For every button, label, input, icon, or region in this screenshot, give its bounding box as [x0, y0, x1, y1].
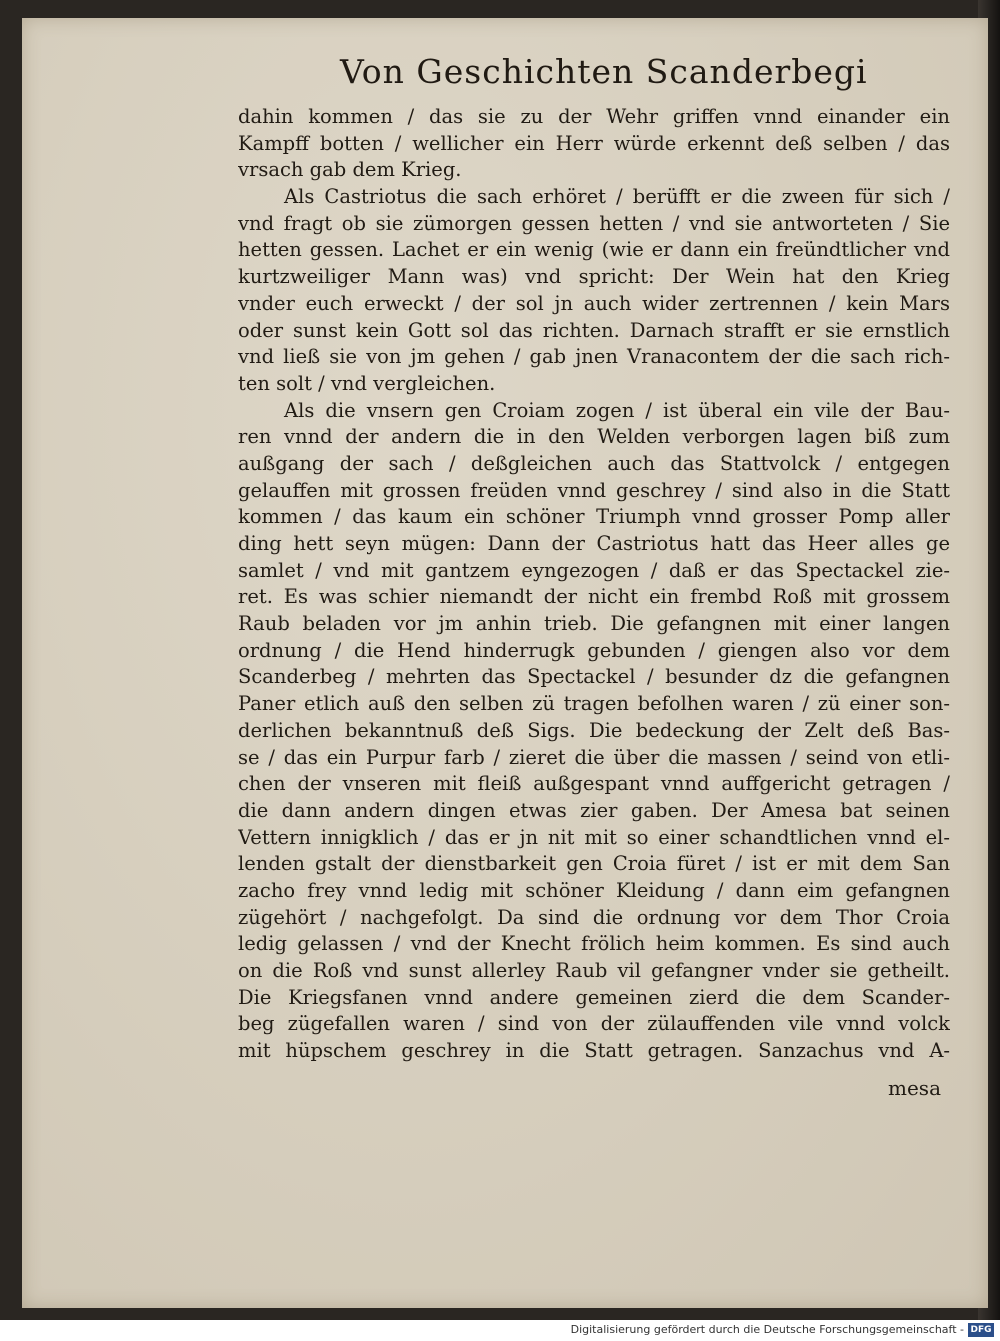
text-line: Als Castriotus die sach erhöret / berüfft er die zween für sich /	[284, 185, 950, 209]
text-line: ten solt / vnd vergleichen.	[238, 371, 496, 395]
text-line: zacho frey vnnd ledig mit schöner Kleidung / dann eim gefangnen	[238, 878, 950, 902]
text-line: ledig gelassen / vnd der Knecht frölich heim kommen. Es sind auch	[238, 932, 950, 956]
text-line: ding hett seyn mügen: Dann der Castriotus hatt das Heer alles ge	[238, 532, 950, 555]
footer-credit: Digitalisierung gefördert durch die Deutsche Forschungsgemeinschaft -	[570, 1323, 964, 1336]
text-line: mit hüpschem geschrey in die Statt getragen. Sanzachus vnd A-	[238, 1039, 950, 1063]
text-line: vnd fragt ob sie zümorgen gessen hetten / vnd sie antworteten / Sie	[238, 211, 950, 235]
text-line: Paner etlich auß den selben zü tragen befolhen waren / zü einer son-	[238, 692, 950, 716]
text-line: dahin kommen / das sie zu der Wehr griffen vnnd einander ein	[238, 105, 950, 128]
footer-bar	[0, 1320, 1000, 1341]
page-heading: Von Geschichten Scanderbegi	[340, 52, 868, 91]
text-line: die dann andern dingen etwas zier gaben. Der Amesa bat seinen	[238, 798, 950, 822]
text-line: hetten gessen. Lachet er ein wenig (wie er dann ein freündtlicher vnd	[238, 238, 950, 262]
text-line: chen der vnseren mit fleiß außgespant vnnd auffgericht getragen /	[238, 772, 950, 796]
text-line: derlichen bekanntnuß deß Sigs. Die bedeckung der Zelt deß Bas-	[238, 718, 950, 742]
text-line: kurtzweiliger Mann was) vnd spricht: Der Wein hat den Krieg	[238, 265, 950, 289]
catchword: mesa	[888, 1076, 941, 1100]
text-line: samlet / vnd mit gantzem eyngezogen / daß er das Spectackel zie-	[238, 558, 950, 582]
text-line: Die Kriegsfanen vnnd andere gemeinen zierd die dem Scander-	[238, 985, 950, 1009]
text-line: Vettern innigklich / das er jn nit mit so einer schandtlichen vnnd el-	[238, 825, 950, 849]
text-line: Kampff botten / wellicher ein Herr würde erkennt deß selben / das	[238, 131, 950, 155]
text-line: kommen / das kaum ein schöner Triumph vnnd grosser Pomp aller	[238, 505, 950, 529]
text-line: se / das ein Purpur farb / zieret die über die massen / seind von etli-	[238, 745, 950, 769]
text-line: Scanderbeg / mehrten das Spectackel / besunder dz die gefangnen	[238, 665, 950, 689]
text-line: beg zügefallen waren / sind von der zülauffenden vile vnnd volck	[238, 1012, 950, 1036]
text-line: vnder euch erweckt / der sol jn auch wider zertrennen / kein Mars	[238, 291, 950, 315]
text-line: vrsach gab dem Krieg.	[238, 158, 462, 182]
text-line: ordnung / die Hend hinderrugk gebunden / giengen also vor dem	[238, 638, 950, 662]
text-line: ren vnnd der andern die in den Welden verborgen lagen biß zum	[238, 425, 950, 449]
text-line: oder sunst kein Gott sol das richten. Darnach strafft er sie ernstlich	[238, 318, 950, 342]
text-line: Als die vnsern gen Croiam zogen / ist überal ein vile der Bau-	[284, 398, 950, 422]
text-line: vnd ließ sie von jm gehen / gab jnen Vranacontem der die sach rich-	[238, 345, 950, 369]
text-line: lenden gstalt der dienstbarkeit gen Croia füret / ist er mit dem San	[238, 852, 950, 876]
text-line: Raub beladen vor jm anhin trieb. Die gefangnen mit einer langen	[238, 612, 950, 636]
text-line: gelauffen mit grossen freüden vnnd geschrey / sind also in die Statt	[238, 478, 950, 502]
dfg-logo-icon: DFG	[968, 1323, 994, 1337]
text-line: zügehört / nachgefolgt. Da sind die ordnung vor dem Thor Croia	[238, 905, 950, 929]
text-line: ret. Es was schier niemandt der nicht ein frembd Roß mit grossem	[238, 585, 950, 609]
page-body-text	[238, 104, 950, 1065]
text-line: on die Roß vnd sunst allerley Raub vil gefangner vnder sie getheilt.	[238, 959, 950, 982]
text-line: außgang der sach / deßgleichen auch das Stattvolck / entgegen	[238, 451, 950, 475]
